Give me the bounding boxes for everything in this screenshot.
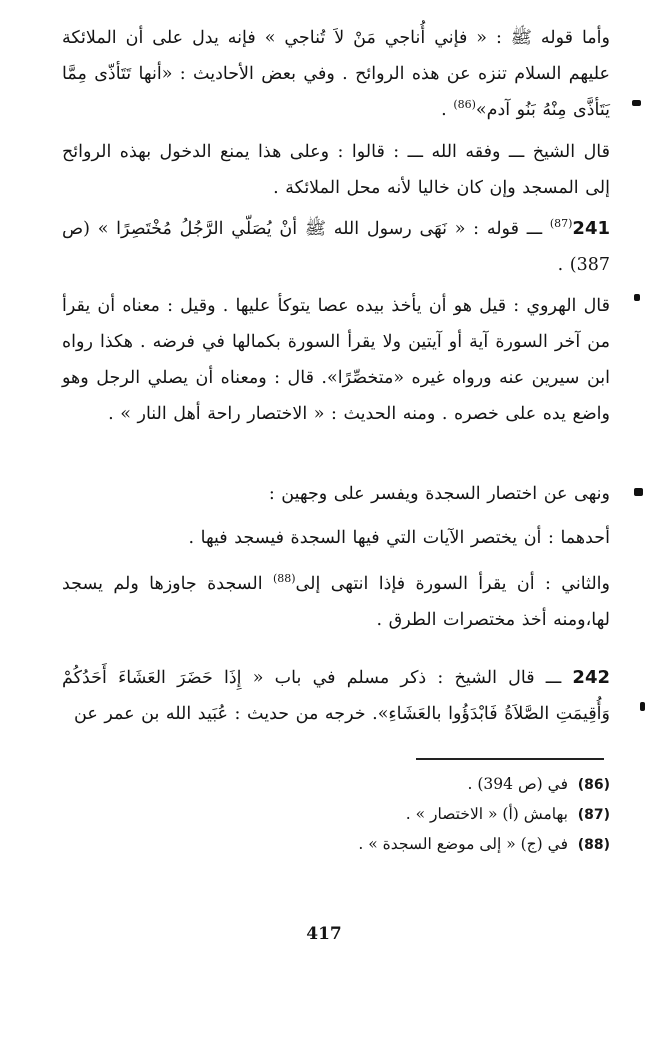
paragraph-3-text: ـــ قوله : « نَهَى رسول الله ﷺ أنْ يُصَلّي الرَّجُلُ مُخْتَصِرًا » (ص 387) .: [62, 219, 610, 275]
paragraph-1-end: .: [441, 100, 454, 120]
footnote-87: [62, 800, 610, 830]
page-number: 417: [306, 924, 342, 944]
footnote-86: [62, 770, 610, 800]
item-number-242: 242: [572, 667, 610, 688]
paragraph-5-text: ونهى عن اختصار السجدة ويفسر على وجهين :: [268, 484, 610, 504]
paragraph-1: [62, 20, 610, 128]
scan-mark: [632, 100, 641, 106]
scan-mark: [634, 488, 643, 496]
footnote-ref-87[interactable]: (87): [549, 217, 573, 231]
paragraph-1-text: وأما قوله ﷺ : « فإني أُناجي مَنْ لاَ تُناجي » فإنه يدل على أن الملائكة عليهم السلام تنزه عن هذه الروائح . وفي بعض الأحاديث : «أنها تَتَأذّى مِمَّا يَتَأذَّى مِنْهُ بَنُو آدم»: [62, 28, 610, 120]
paragraph-6-text: أحدهما : أن يختصر الآيات التي فيها السجدة فيسجد فيها .: [188, 528, 610, 548]
paragraph-2-text: قال الشيخ ـــ وفقه الله ـــ : قالوا : وعلى هذا يمنع الدخول بهذه الروائح إلى المسجد وإن كان خاليا لأنه محل الملائكة .: [62, 142, 610, 198]
scan-mark: [634, 294, 640, 301]
footnote-text: بهامش (أ) « الاختصار » .: [405, 805, 568, 823]
paragraph-7-text: والثاني : أن يقرأ السورة فإذا انتهى إلى: [295, 574, 610, 594]
footnote-ref-86[interactable]: (86): [453, 98, 476, 112]
footnote-number: (87): [577, 807, 610, 823]
paragraph-4: [62, 288, 610, 432]
item-number-241: 241: [572, 218, 610, 239]
paragraph-7: [62, 566, 610, 638]
paragraph-8: [62, 660, 610, 732]
paragraph-6: [62, 520, 610, 556]
paragraph-8-text: ـــ قال الشيخ : ذكر مسلم في باب « إِذَا حَضَرَ العَشَاءَ أَحَدُكُمْ وَأُقِيمَتِ الصَّلاَةُ فَابْدَؤُوا بالعَشَاءِ». خرجه من حديث : عُبَيد الله بن عمر عن: [62, 668, 610, 724]
paragraph-4-text: قال الهروي : قيل هو أن يأخذ بيده عصا يتوكأ عليها . وقيل : معناه أن يقرأ من آخر السورة آية أو آيتين ولا يقرأ السورة بكمالها في فرضه . هكذا رواه ابن سيرين عنه ورواه غيره «متخصِّرًا». قال : ومعناه أن يصلي الرجل وهو واضع يده على خصره . ومنه الحديث : « الاختصار راحة أهل النار » .: [62, 296, 610, 424]
scan-mark: [640, 702, 645, 711]
footnote-number: (86): [577, 777, 610, 793]
footnote-text: في (ص 394) .: [467, 775, 568, 793]
paragraph-7-end: السجدة جاوزها ولم يسجد لها،ومنه أخذ مختصرات الطرق .: [62, 574, 610, 630]
paragraph-5: [62, 476, 610, 512]
footnote-ref-88[interactable]: (88): [272, 572, 296, 586]
footnote-number: (88): [577, 837, 610, 853]
footnote-88: [62, 830, 610, 860]
footnotes: [62, 770, 610, 860]
paragraph-2: [62, 134, 610, 206]
footnote-text: في (ج) « إلى موضع السجدة » .: [358, 835, 568, 853]
footnote-divider: [416, 758, 604, 760]
paragraph-3: [62, 211, 610, 283]
